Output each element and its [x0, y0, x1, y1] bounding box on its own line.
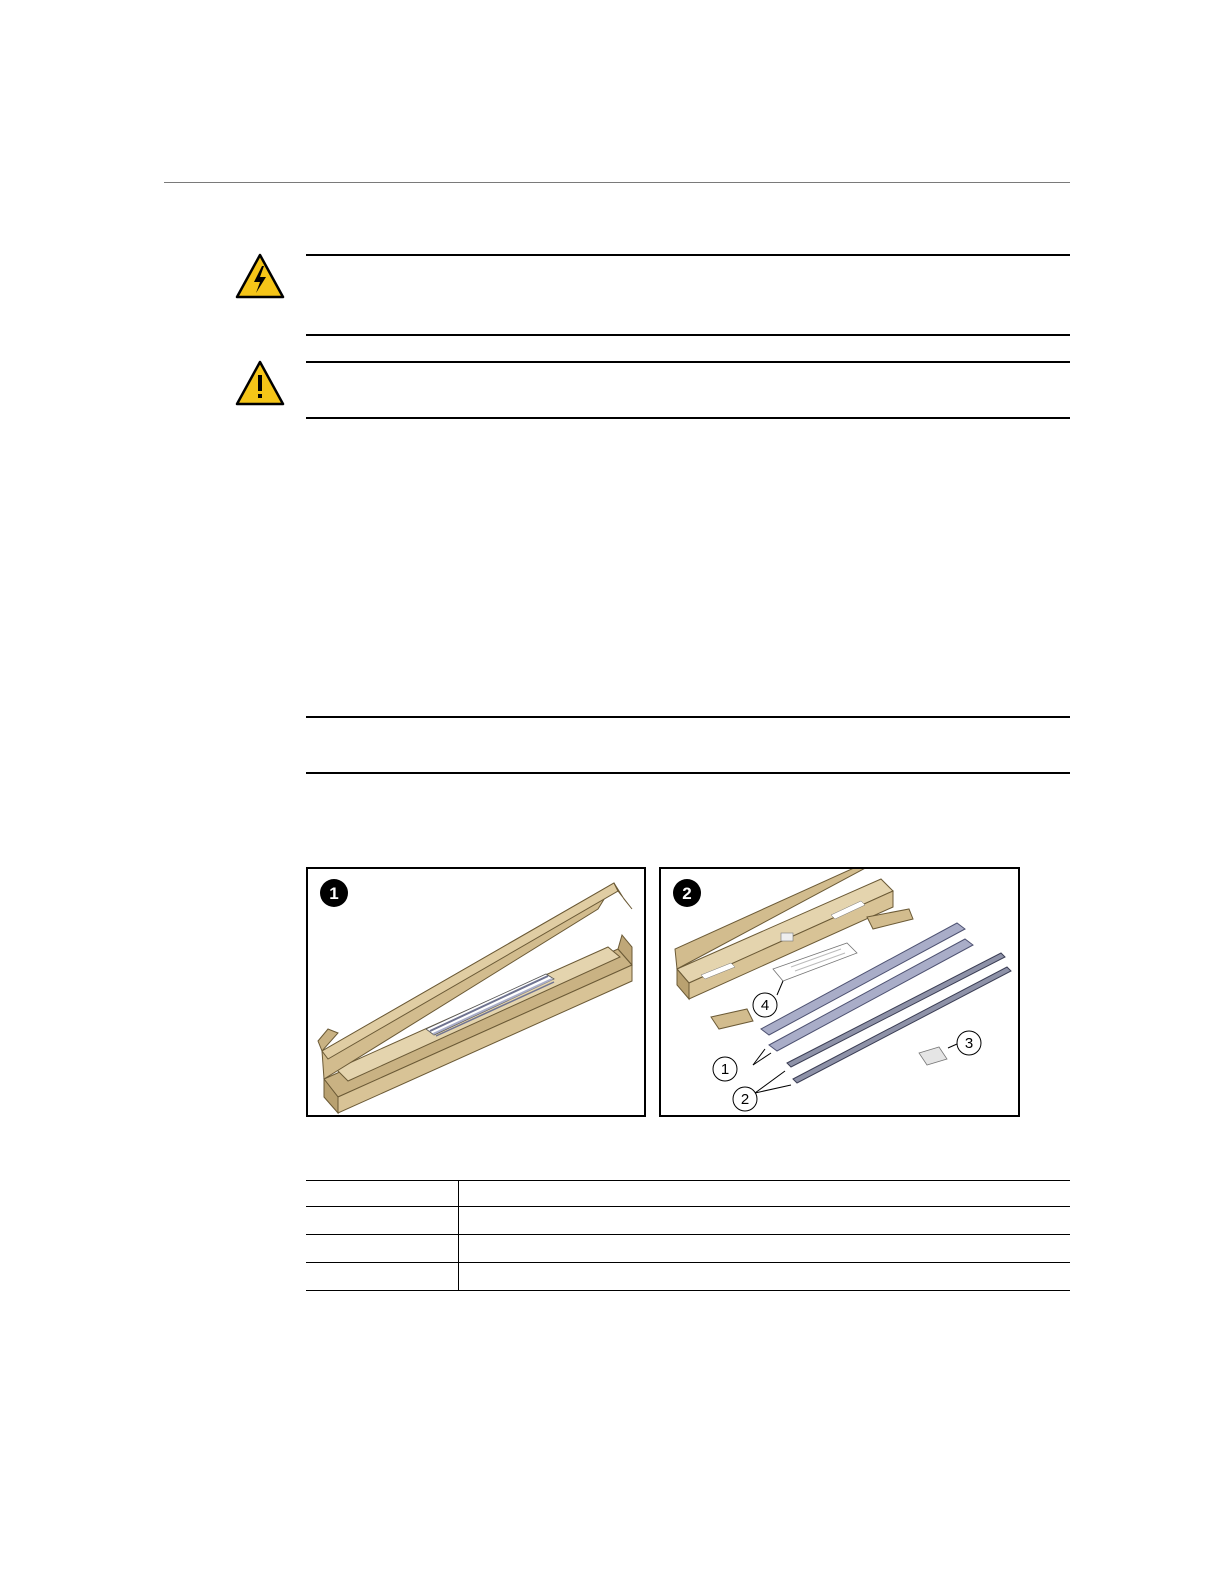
table-column-divider [458, 1180, 459, 1290]
opened-box-illustration [661, 869, 1018, 1115]
step-number-2: 2 [682, 884, 692, 903]
callout-3-label: 3 [964, 1035, 974, 1052]
table-row-rule [306, 1234, 1070, 1235]
note-top-rule [306, 716, 1070, 718]
notice-bottom-rule [306, 334, 1070, 336]
electrical-hazard-icon [234, 252, 286, 300]
table-bottom-rule [306, 1290, 1070, 1291]
table-header-rule [306, 1180, 1070, 1181]
table-row-rule [306, 1206, 1070, 1207]
table-row-rule [306, 1262, 1070, 1263]
notice-bottom-rule [306, 417, 1070, 419]
notice-top-rule [306, 361, 1070, 363]
figure-panel-2 [659, 867, 1020, 1117]
header-rule [164, 182, 1070, 183]
caution-icon [234, 359, 286, 407]
figure-panel-1 [306, 867, 646, 1117]
note-bottom-rule [306, 772, 1070, 774]
callout-1-label: 1 [720, 1061, 730, 1078]
closed-box-illustration [308, 869, 644, 1115]
notice-top-rule [306, 254, 1070, 256]
callout-4-label: 4 [760, 997, 770, 1014]
step-number-1: 1 [329, 884, 339, 903]
callout-2-label: 2 [740, 1091, 750, 1108]
